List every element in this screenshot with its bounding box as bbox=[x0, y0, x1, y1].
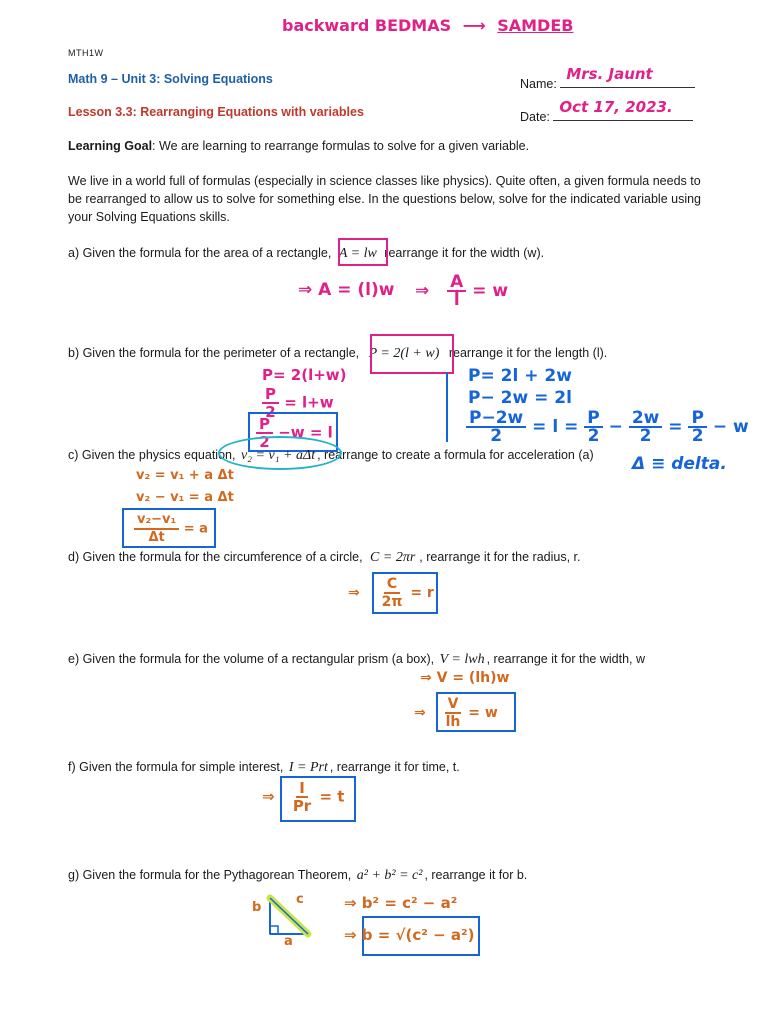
work-a-arrow: ⇒ bbox=[415, 281, 430, 301]
work-c-num: v₂−v₁ bbox=[134, 512, 179, 530]
work-b-r-den1: 2 bbox=[490, 426, 503, 446]
work-e-den: lh bbox=[445, 714, 461, 730]
work-e-rhs: = w bbox=[468, 705, 498, 721]
work-b-r-frac3 bbox=[629, 410, 663, 444]
work-b-r-num2: P bbox=[584, 410, 602, 428]
course-code: MTH1W bbox=[68, 48, 104, 58]
question-d-post: , rearrange it for the radius, r. bbox=[419, 550, 581, 564]
work-e-arrow: ⇒ bbox=[414, 705, 426, 721]
work-b-r-den3: 2 bbox=[639, 426, 652, 446]
work-g-2: ⇒ b = √(c² − a²) bbox=[344, 926, 475, 944]
work-b-right-3 bbox=[466, 410, 749, 444]
question-e bbox=[68, 650, 645, 669]
question-b bbox=[68, 344, 607, 363]
work-b-num-2: P bbox=[256, 416, 273, 434]
date-value: Oct 17, 2023. bbox=[559, 98, 673, 116]
work-d-rhs: = r bbox=[410, 585, 434, 601]
work-f-arrow: ⇒ bbox=[262, 787, 275, 806]
triangle-label-c: c bbox=[296, 892, 304, 907]
date-field[interactable] bbox=[520, 98, 693, 126]
name-field[interactable] bbox=[520, 65, 695, 93]
work-e-2 bbox=[414, 696, 498, 730]
work-d-num: C bbox=[384, 576, 400, 594]
name-value: Mrs. Jaunt bbox=[566, 65, 653, 83]
top-annotation-right: SAMDEB bbox=[497, 16, 574, 35]
work-b-r-num4: P bbox=[688, 410, 706, 428]
work-a-rhs: = w bbox=[472, 281, 509, 301]
question-g-post: , rearrange it for b. bbox=[424, 868, 528, 882]
work-f-frac bbox=[290, 780, 314, 814]
work-e-1: ⇒ V = (lh)w bbox=[420, 670, 510, 686]
work-b-r-minusw: − w bbox=[712, 417, 749, 437]
question-g-text: g) Given the formula for the Pythagorean Theorem, bbox=[68, 868, 352, 882]
work-b-den-2: 2 bbox=[259, 433, 270, 451]
intro-paragraph: We live in a world full of formulas (especially in science classes like physics). Quite often, a given formula needs to be rearranged to allow us to solve for something else. In the questions below, solve for the indicated variable using your Solving Equations skills. bbox=[68, 174, 702, 224]
formula-c-ellipse bbox=[218, 433, 342, 470]
page-title: Math 9 – Unit 3: Solving Equations bbox=[68, 72, 273, 86]
work-f-den: Pr bbox=[292, 797, 312, 815]
work-c-2: v₂ − v₁ = a Δt bbox=[136, 490, 234, 505]
question-a-formula: A = lw bbox=[338, 246, 377, 261]
question-f-text: f) Given the formula for simple interest, bbox=[68, 760, 284, 774]
work-b-r-frac2 bbox=[584, 410, 602, 444]
work-b-r-num1: P−2w bbox=[466, 410, 526, 428]
work-c-rhs: = a bbox=[183, 521, 208, 537]
question-c-formula: v₂ = v₁ + aΔt bbox=[240, 448, 316, 463]
question-e-text: e) Given the formula for the volume of a rectangular prism (a box), bbox=[68, 652, 435, 666]
work-b-r-num3: 2w bbox=[629, 410, 663, 428]
question-d-formula: C = 2πr bbox=[370, 550, 416, 565]
work-b-right-1: P= 2l + 2w bbox=[468, 366, 572, 386]
work-b-r-frac1 bbox=[466, 410, 526, 444]
work-b-r-den2: 2 bbox=[587, 426, 600, 446]
triangle-label-b: b bbox=[252, 900, 262, 915]
formula-b-box bbox=[370, 334, 454, 374]
delta-note: Δ ≡ delta. bbox=[632, 454, 727, 474]
work-a-fraction bbox=[447, 274, 466, 308]
work-f-num: I bbox=[296, 780, 308, 798]
work-b-r-den4: 2 bbox=[691, 426, 704, 446]
work-a-step1: ⇒ A = (l)w bbox=[298, 280, 395, 300]
work-b-left-2-text: = l+w bbox=[284, 393, 334, 412]
question-b-formula: P = 2(l + w) bbox=[368, 346, 440, 361]
question-d-text: d) Given the formula for the circumference of a circle, bbox=[68, 550, 363, 564]
name-label: Name: bbox=[520, 77, 557, 91]
work-c-den: Δt bbox=[148, 530, 165, 545]
question-c-post: , rearrange to create a formula for acceleration (a) bbox=[317, 448, 594, 462]
work-d bbox=[348, 576, 434, 610]
question-b-post: rearrange it for the length (l). bbox=[448, 346, 608, 360]
work-g-1: ⇒ b² = c² − a² bbox=[344, 894, 458, 912]
question-g-formula: a² + b² = c² bbox=[356, 868, 423, 883]
work-b-num: P bbox=[262, 386, 279, 404]
formula-a-box bbox=[338, 238, 388, 266]
question-d bbox=[68, 548, 581, 567]
work-b-r-eq2: = bbox=[668, 417, 683, 437]
question-e-formula: V = lwh bbox=[439, 652, 485, 667]
work-a-step2 bbox=[415, 274, 508, 308]
work-e-num: V bbox=[445, 696, 462, 714]
work-c-1: v₂ = v₁ + a Δt bbox=[136, 468, 234, 483]
work-b-r-minus: − bbox=[608, 417, 623, 437]
name-line bbox=[560, 65, 695, 88]
work-f-rhs: = t bbox=[319, 787, 345, 806]
triangle-label-a: a bbox=[284, 934, 293, 949]
top-annotation bbox=[282, 16, 573, 35]
learning-goal bbox=[68, 137, 708, 155]
work-c-frac bbox=[134, 512, 179, 546]
work-d-arrow: ⇒ bbox=[348, 585, 360, 601]
work-b-den: 2 bbox=[265, 403, 276, 421]
work-a-den: l bbox=[453, 290, 460, 310]
question-f-post: , rearrange it for time, t. bbox=[329, 760, 460, 774]
lesson-title: Lesson 3.3: Rearranging Equations with variables bbox=[68, 105, 364, 119]
question-c-text: c) Given the physics equation, bbox=[68, 448, 236, 462]
goal-text: : We are learning to rearrange formulas to solve for a given variable. bbox=[152, 139, 530, 153]
work-a-num: A bbox=[447, 274, 466, 292]
question-g bbox=[68, 866, 527, 885]
arrow-icon: ⟶ bbox=[462, 16, 486, 35]
date-label: Date: bbox=[520, 110, 550, 124]
work-b-left-3-text: −w = l bbox=[278, 423, 333, 442]
work-b-r-eq: = l = bbox=[532, 417, 579, 437]
question-a-post: rearrange it for the width (w). bbox=[384, 246, 545, 260]
work-e-frac bbox=[443, 696, 464, 730]
work-b-right-2: P− 2w = 2l bbox=[468, 388, 572, 408]
question-a-text: a) Given the formula for the area of a rectangle, bbox=[68, 246, 332, 260]
work-b-left-1: P= 2(l+w) bbox=[262, 366, 347, 384]
question-a bbox=[68, 244, 544, 263]
question-f bbox=[68, 758, 460, 777]
goal-label: Learning Goal bbox=[68, 139, 153, 153]
question-b-text: b) Given the formula for the perimeter of a rectangle, bbox=[68, 346, 360, 360]
question-e-post: , rearrange it for the width, w bbox=[486, 652, 646, 666]
work-d-frac bbox=[379, 576, 406, 610]
top-annotation-left: backward BEDMAS bbox=[282, 16, 452, 35]
date-line bbox=[553, 98, 693, 121]
work-f bbox=[262, 780, 344, 814]
question-f-formula: I = Prt bbox=[288, 760, 328, 775]
work-d-den: 2π bbox=[381, 594, 403, 610]
work-b-r-frac4 bbox=[688, 410, 706, 444]
divider-line bbox=[446, 372, 448, 442]
work-c-3 bbox=[134, 512, 208, 546]
